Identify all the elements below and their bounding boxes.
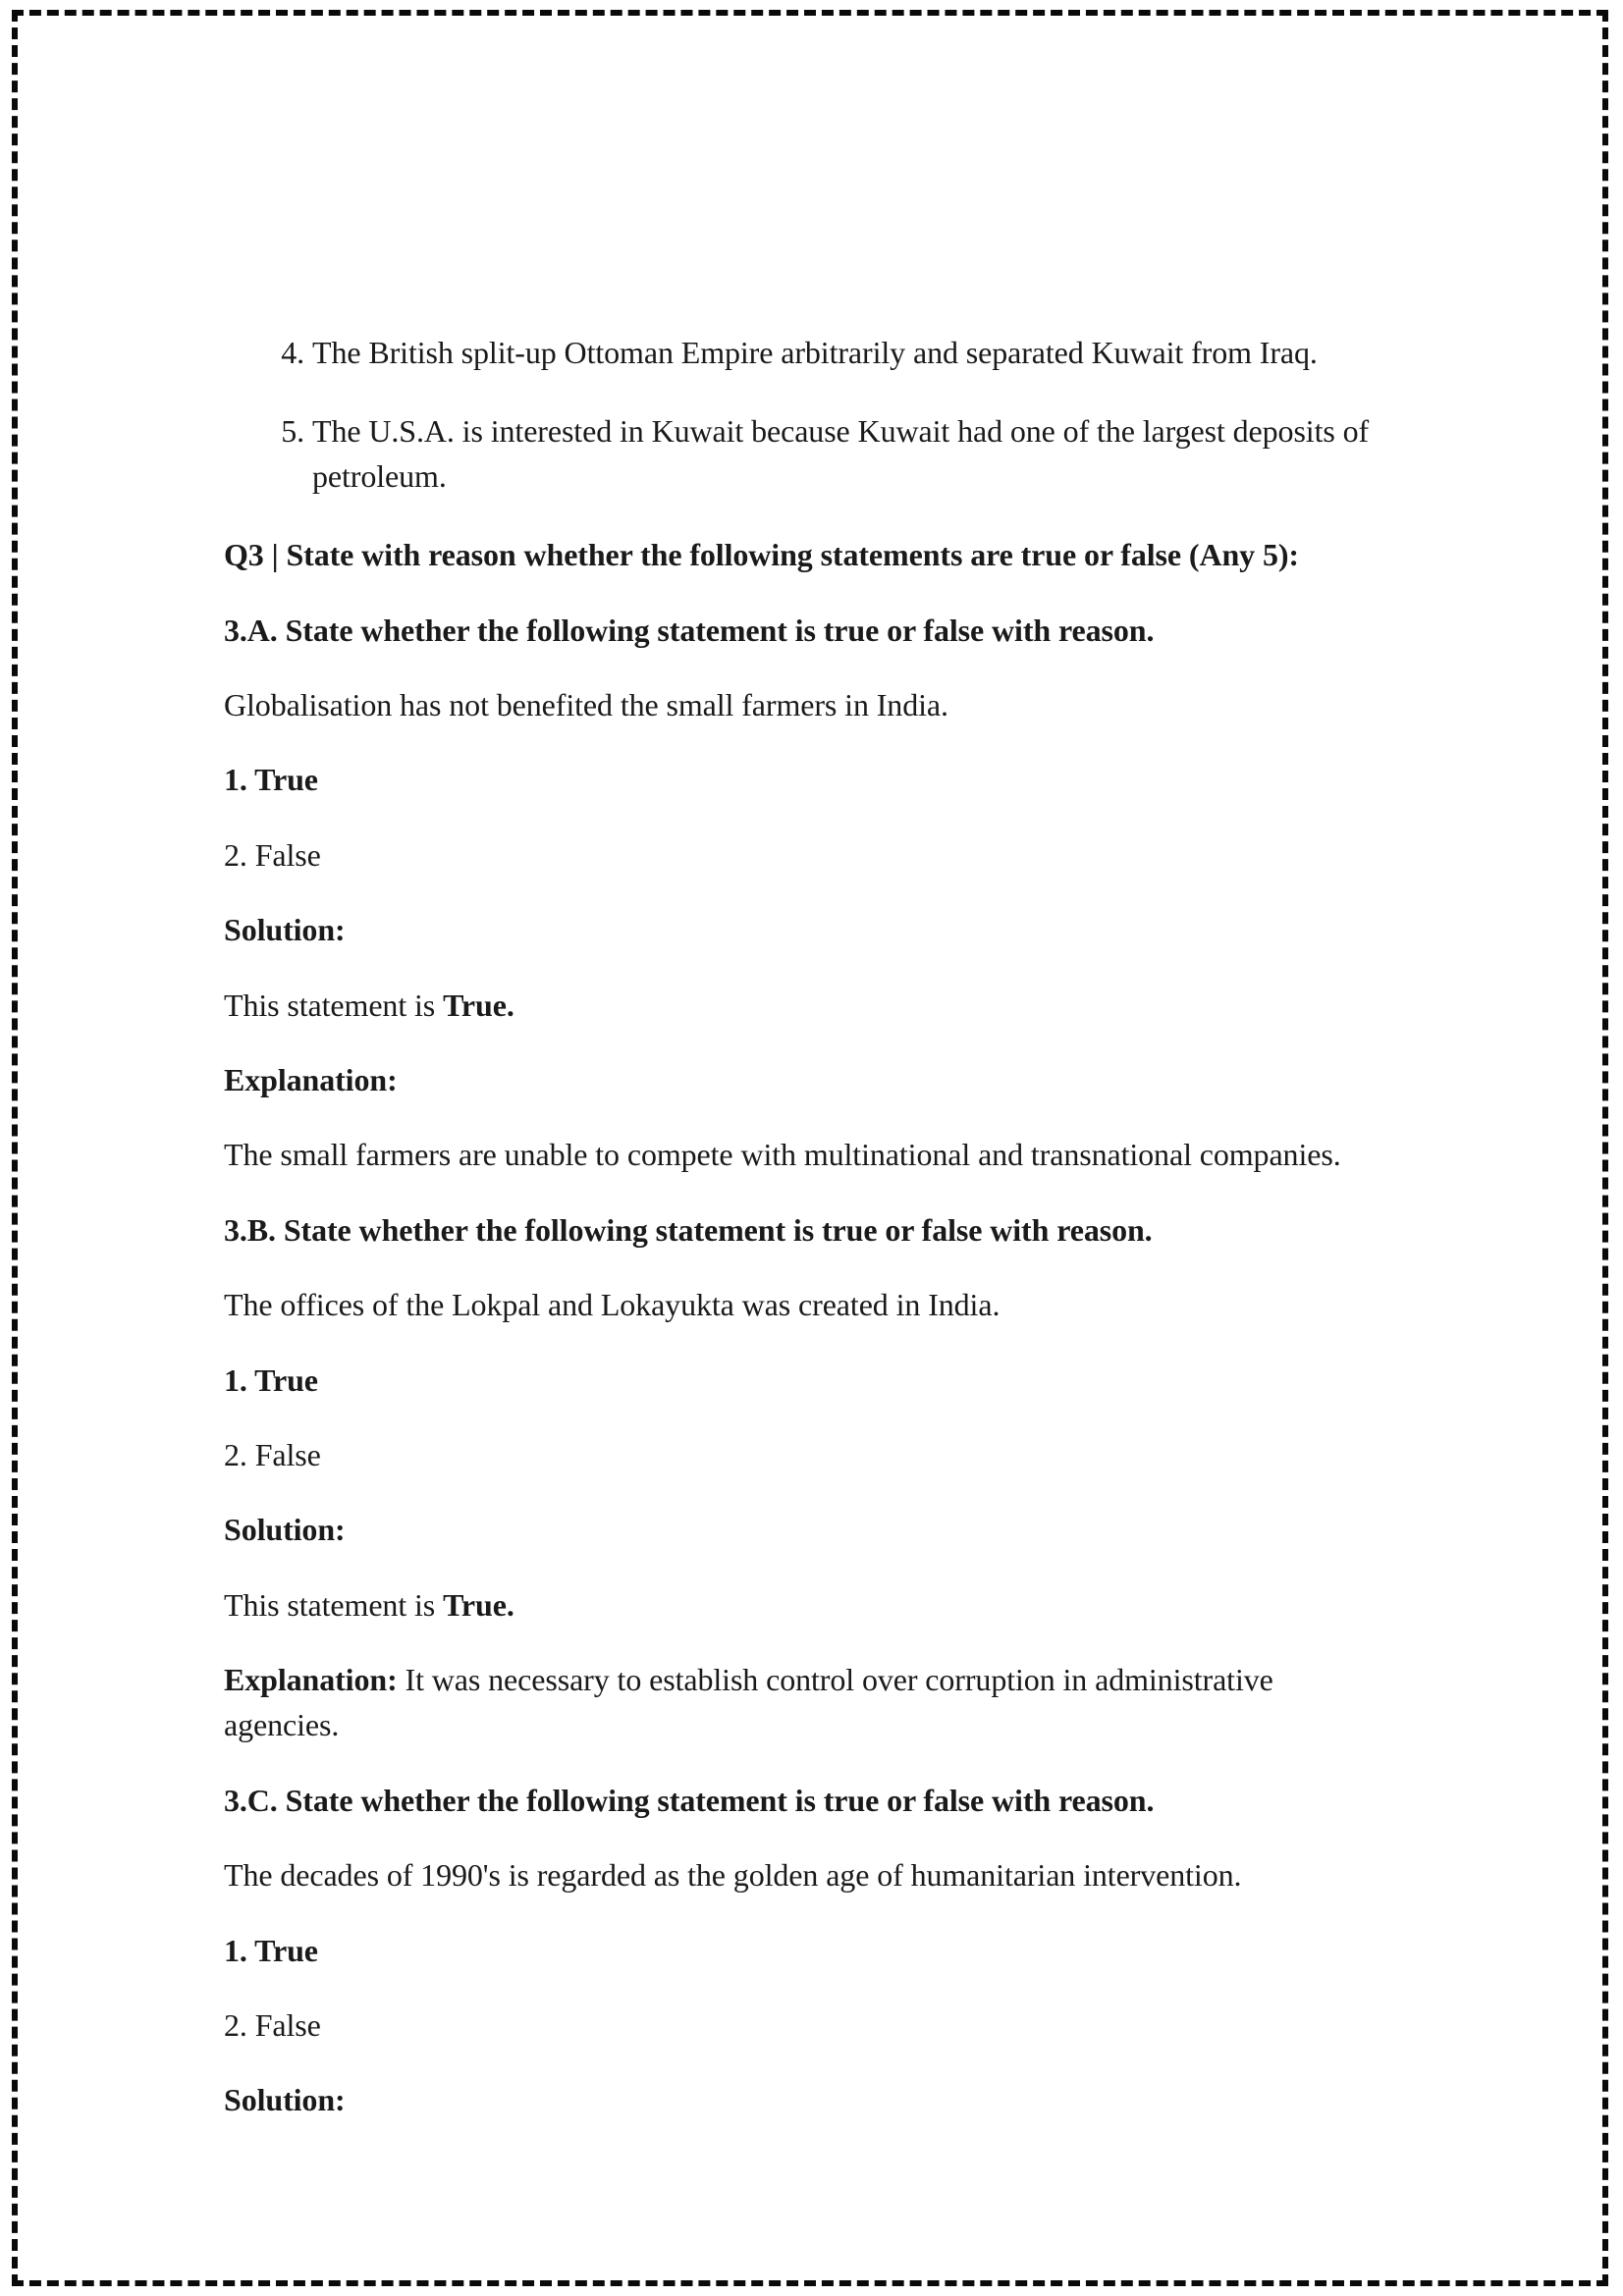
list-item	[224, 330, 1392, 375]
explanation-text-3a: The small farmers are unable to compete with multinational and transnational companies.	[224, 1137, 1341, 1173]
option-true-3b[interactable]: 1. True	[224, 1362, 318, 1398]
explanation-label-3a: Explanation:	[224, 1061, 398, 1097]
section-statement-3c: The decades of 1990's is regarded as the golden age of humanitarian intervention.	[224, 1857, 1242, 1894]
solution-answer-3a	[224, 983, 1392, 1028]
document-content	[224, 330, 1392, 2153]
list-item-text: The U.S.A. is interested in Kuwait because Kuwait had one of the largest deposits of petroleum.	[312, 413, 1370, 495]
solution-answer-3b	[224, 1582, 1392, 1628]
numbered-list	[224, 330, 1392, 499]
option-false-3b[interactable]: 2. False	[224, 1436, 321, 1472]
list-item-marker: 5.	[281, 413, 304, 450]
section-heading-3c: 3.C. State whether the following statement is true or false with reason.	[224, 1782, 1155, 1818]
explanation-3b	[224, 1657, 1392, 1748]
list-item-marker: 4.	[281, 335, 304, 370]
list-item	[224, 408, 1392, 499]
answer-prefix: This statement is	[224, 987, 444, 1023]
section-heading-3a: 3.A. State whether the following statement is true or false with reason.	[224, 612, 1155, 648]
section-heading-3b: 3.B. State whether the following statement is true or false with reason.	[224, 1211, 1153, 1248]
solution-label-3b: Solution:	[224, 1512, 346, 1548]
list-item-text: The British split-up Ottoman Empire arbitrarily and separated Kuwait from Iraq.	[312, 335, 1318, 370]
solution-label-3c: Solution:	[224, 2082, 346, 2118]
section-statement-3b: The offices of the Lokpal and Lokayukta was created in India.	[224, 1287, 1001, 1323]
solution-label-3a: Solution:	[224, 912, 346, 948]
option-false-3c[interactable]: 2. False	[224, 2007, 321, 2044]
explanation-label: Explanation:	[224, 1662, 398, 1698]
option-true-3a[interactable]: 1. True	[224, 762, 318, 798]
option-true-3c[interactable]: 1. True	[224, 1932, 318, 1968]
answer-value: True.	[443, 987, 514, 1023]
explanation-text: It was necessary to establish control over corruption in administrative agencies.	[224, 1662, 1273, 1743]
answer-value: True.	[443, 1586, 514, 1623]
answer-prefix: This statement is	[224, 1586, 444, 1623]
section-statement-3a: Globalisation has not benefited the small farmers in India.	[224, 687, 948, 723]
q3-heading: Q3 | State with reason whether the following statements are true or false (Any 5):	[224, 537, 1299, 573]
option-false-3a[interactable]: 2. False	[224, 836, 321, 873]
